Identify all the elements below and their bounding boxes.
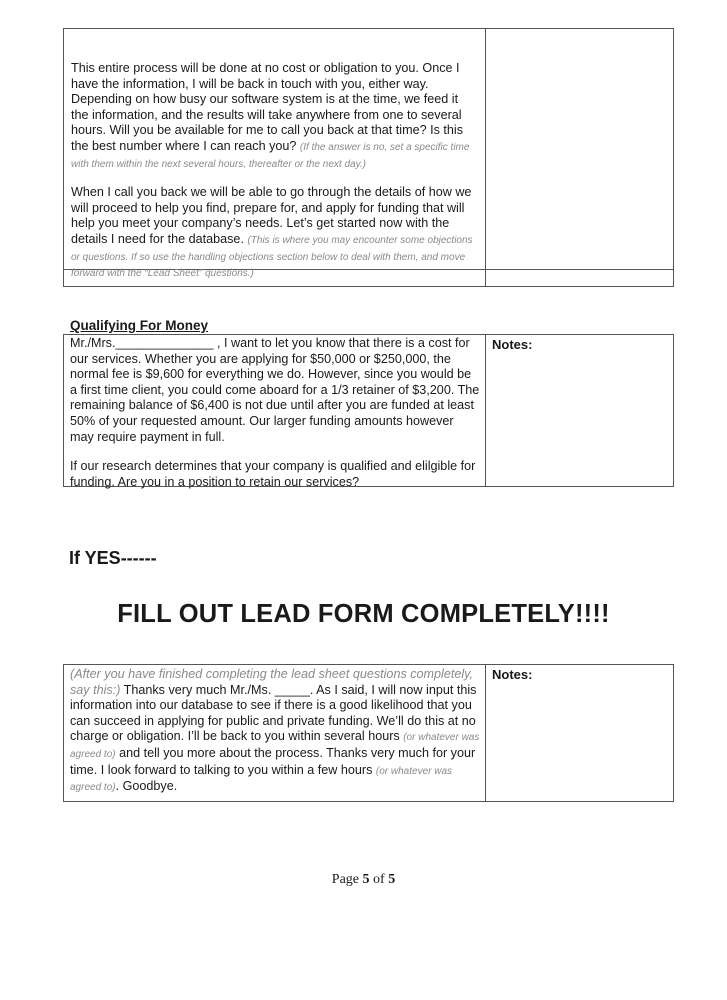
column-divider <box>485 664 486 802</box>
retain-question: If our research determines that your company is qualified and elilgible for funding. Are you in a position to retain our services? <box>70 459 476 489</box>
qualifying-heading: Qualifying For Money <box>70 318 209 333</box>
fee-paragraph: Mr./Mrs.______________ , I want to let you know that there is a cost for our services. Whether you are applying for $50,000 or $250,000, the normal fee is $9,600 for everything we do. However, since you would be a first time client, you could come aboard for a 1/3 retainer of $3,200. The remaining balance of $6,400 is not due until after you are funded at least 50% of your requested amount. Our larger funding amounts however may require payment in full. <box>70 336 480 444</box>
page-current: 5 <box>362 872 370 887</box>
fill-out-lead-form-heading: FILL OUT LEAD FORM COMPLETELY!!!! <box>117 600 610 628</box>
closing-script-cell <box>70 667 480 796</box>
of-word: of <box>369 872 389 887</box>
details-paragraph <box>71 185 479 282</box>
closing-paragraph <box>70 667 480 796</box>
qualifying-script-cell <box>70 336 480 490</box>
process-text: This entire process will be done at no cost or obligation to you. Once I have the information, I will be back in touch with you, either way. Depending on how busy our software system is at the time, we feed it the information, and the results will take anywhere from one to several hours. Will you be available for me to call you back at that time? Is this the best number where I can reach you? <box>71 61 463 153</box>
objections-instruction-note: (This is where you may encounter some objections or questions. If so use the handling objections section below to deal with them, and move forward with the “Lead Sheet” questions.) <box>71 234 473 280</box>
page-total: 5 <box>388 872 396 887</box>
page-number <box>0 872 727 888</box>
column-divider <box>485 334 486 487</box>
agreed-note-2: (or whatever was agreed to) <box>70 765 453 794</box>
callback-instruction-note: (If the answer is no, set a specific time with them within the next several hours, thereafter or the next day.) <box>71 141 470 170</box>
closing-text-b: and tell you more about the process. Thanks very much for your time. I look forward to talking to you within a few hours <box>70 745 476 777</box>
page-word: Page <box>331 872 363 887</box>
if-yes-heading: If YES------ <box>69 548 157 568</box>
column-divider <box>485 28 486 287</box>
details-text: When I call you back we will be able to go through the details of how we will proceed to help you find, prepare for, and apply for funding that will help you meet your company’s needs. Let’s get started now with the details I need for the database. <box>71 185 472 246</box>
script-cell-top <box>71 61 479 282</box>
notes-label: Notes: <box>492 667 533 682</box>
agreed-note-1: (or whatever was agreed to) <box>70 732 480 760</box>
closing-instruction-note: (After you have finished completing the lead sheet questions completely, say this:) <box>70 667 473 697</box>
closing-text-a: Thanks very much Mr./Ms. _____. As I said, I will now input this information into our database to see if there is a good likelihood that you can succeed in applying for public and private funding. We’ll do this at no charge or obligation. I’ll be back to you within several hours <box>70 682 477 744</box>
notes-label: Notes: <box>492 337 533 352</box>
closing-text-c: . Goodbye. <box>115 779 178 794</box>
process-paragraph <box>71 61 479 172</box>
